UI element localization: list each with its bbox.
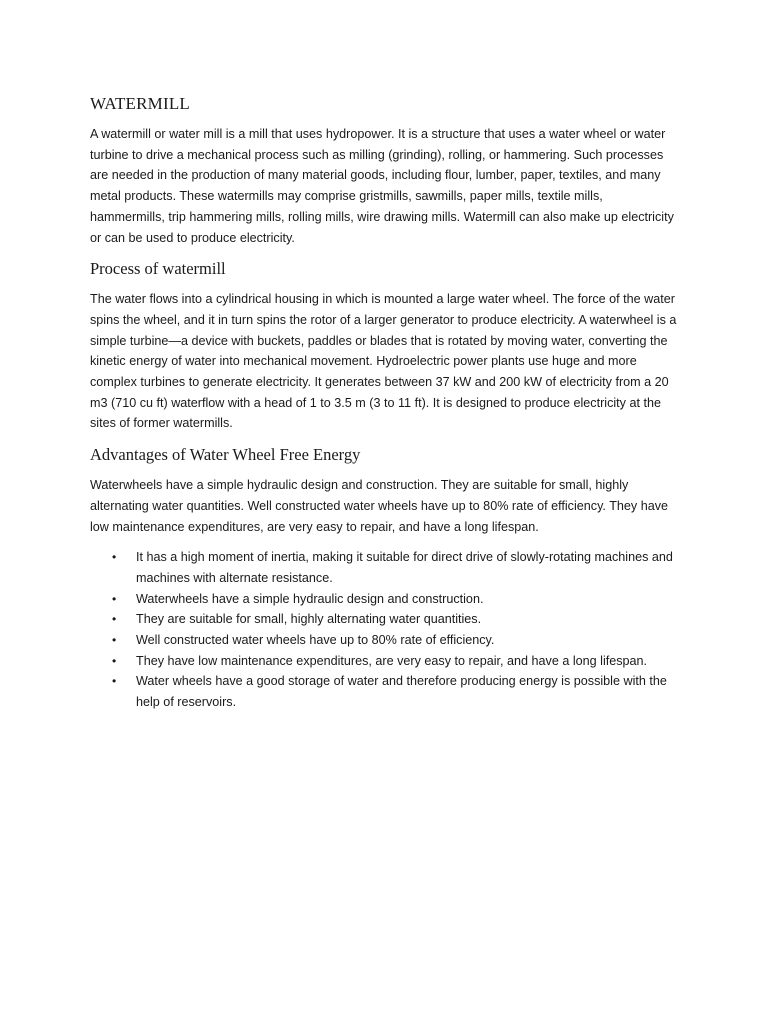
list-item-text: It has a high moment of inertia, making it suitable for direct drive of slowly-rotating machines and machines with alternate resistance.	[136, 550, 673, 585]
list-item-text: Water wheels have a good storage of water and therefore producing energy is possible with the help of reservoirs.	[136, 674, 667, 710]
list-item-text: Waterwheels have a simple hydraulic design and construction.	[136, 591, 484, 606]
intro-paragraph: A watermill or water mill is a mill that uses hydropower. It is a structure that uses a water wheel or water turbine to drive a mechanical process such as milling (grinding), rolling, or hammering. Such processes are needed in the production of many material goods, including flour, lumber, paper, textiles, and many metal products. These watermills may comprise gristmills, sawmills, paper mills, textile mills, hammermills, trip hammering mills, rolling mills, wire drawing mills. Watermill can also make up electricity or can be used to produce electricity.	[90, 127, 674, 245]
bullet-icon: •	[112, 612, 117, 627]
bullet-icon: •	[112, 653, 117, 668]
advantages-list	[90, 547, 678, 713]
bullet-icon: •	[112, 633, 117, 648]
list-item-text: Well constructed water wheels have up to 80% rate of efficiency.	[136, 633, 495, 648]
section-heading-advantages: Advantages of Water Wheel Free Energy	[90, 445, 361, 465]
list-item	[90, 589, 678, 610]
section-paragraph-process: The water flows into a cylindrical housing in which is mounted a large water wheel. The force of the water spins the wheel, and it in turn spins the rotor of a larger generator to produce electricity. A waterwheel is a simple turbine—a device with buckets, paddles or blades that is rotated by moving water, converting the kinetic energy of water into mechanical movement. Hydroelectric power plants use huge and more complex turbines to generate electricity. It generates between 37 kW and 200 kW of electricity from a 20 m3 (710 cu ft) waterflow with a head of 1 to 3.5 m (3 to 11 ft). It is designed to produce electricity at the sites of former watermills.	[90, 292, 677, 431]
list-item	[90, 547, 678, 588]
list-item-text: They are suitable for small, highly alternating water quantities.	[136, 612, 482, 627]
list-item-text: They have low maintenance expenditures, are very easy to repair, and have a long lifespan.	[136, 653, 648, 668]
document-body	[90, 92, 678, 713]
bullet-icon: •	[112, 550, 117, 565]
list-item	[90, 671, 678, 712]
list-item	[90, 651, 678, 672]
bullet-icon: •	[112, 674, 117, 689]
section-paragraph-advantages: Waterwheels have a simple hydraulic design and construction. They are suitable for small, highly alternating water quantities. Well constructed water wheels have up to 80% rate of efficiency. They have low maintenance expenditures, are very easy to repair, and have a long lifespan.	[90, 478, 669, 534]
list-item	[90, 609, 678, 630]
list-item	[90, 630, 678, 651]
section-heading-process: Process of watermill	[90, 259, 226, 279]
document-title: WATERMILL	[90, 94, 191, 113]
bullet-icon: •	[112, 591, 117, 606]
